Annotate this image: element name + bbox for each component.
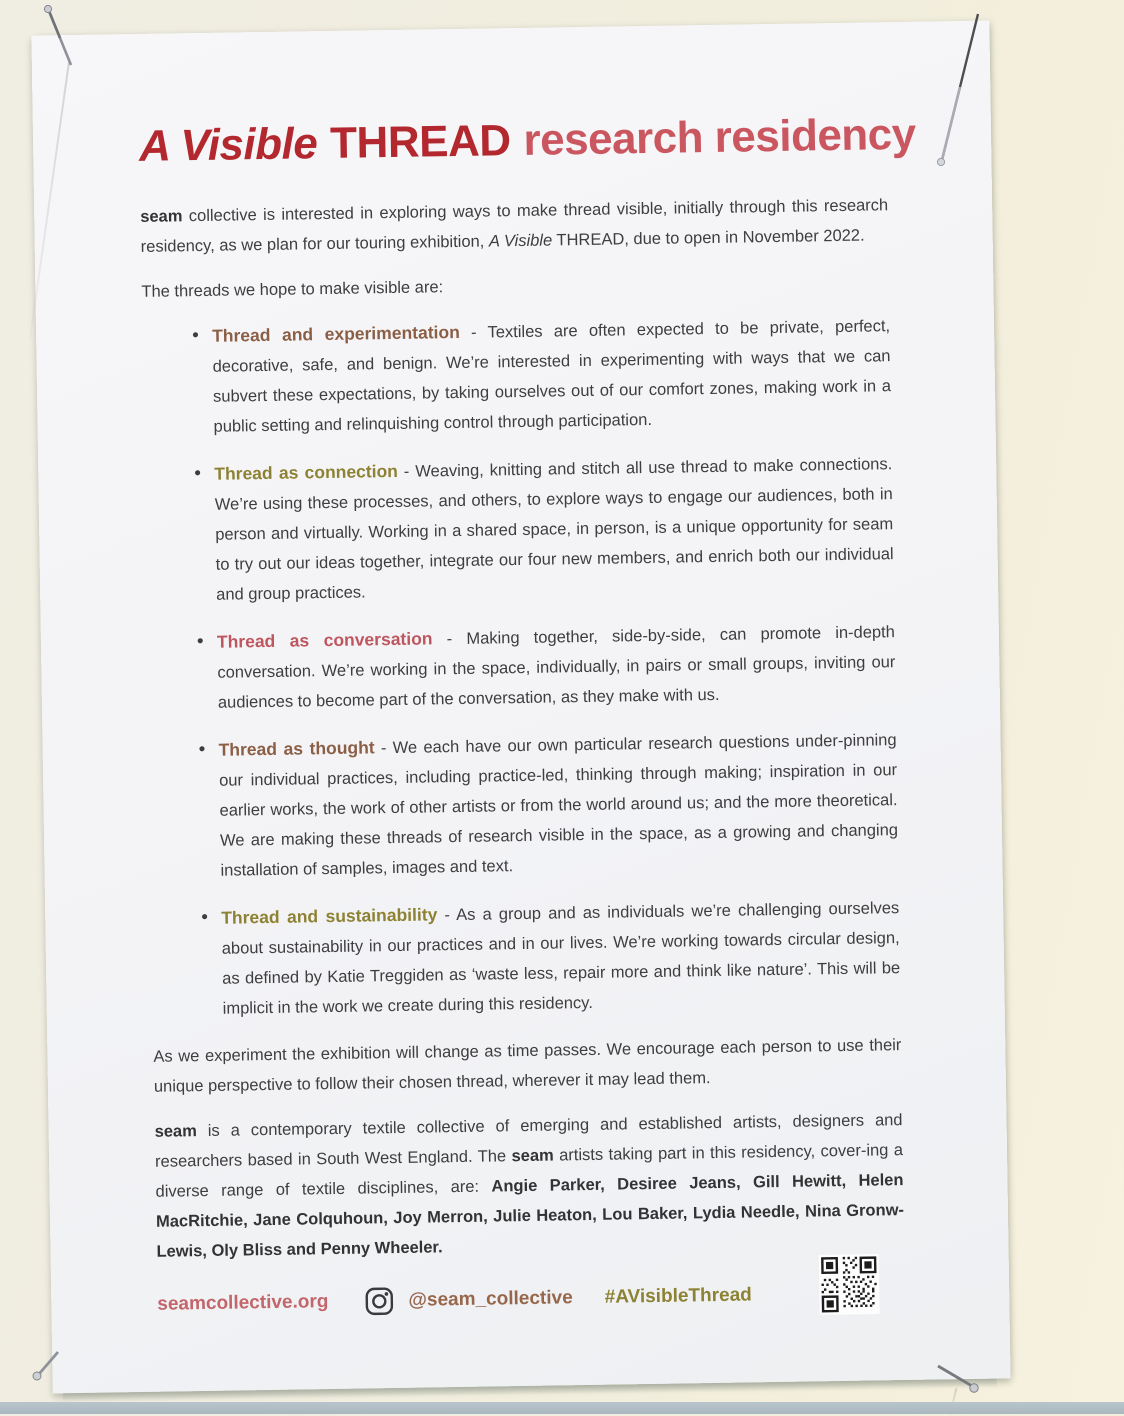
- bullet-body: - Textiles are often expected to be private, perfect, decorative, safe, and benign. We’re interested in experimenting with ways that we can subvert these expectations, by taking ourselves out of our comfort zones, making work in a public setting and relinquishing control through participation.: [212, 317, 892, 436]
- footer-row: [157, 1270, 906, 1327]
- bullet-body: - We each have our own particular research questions under-pinning our individual practices, including practice-led, thinking through making; inspiration in our earlier works, the work of other artists or from the world around us; and the more theoretical. We are making these threads of research visible in the space, as a growing and changing installation of samples, images and text.: [218, 731, 899, 880]
- outro-text-2: artists taking part in this residency, cover-ing a diverse range of textile disciplines, are:: [155, 1141, 904, 1201]
- bullet-heading: Thread as conversation: [216, 628, 433, 652]
- instagram-icon: [364, 1286, 394, 1316]
- intro-bold-seam: seam: [140, 207, 183, 226]
- floor-strip: [0, 1402, 1124, 1414]
- bullet-body: - Making together, side-by-side, can promote in-depth conversation. We’re working in the space, individually, in pairs or small groups, inviting our audiences to become part of the conversation, as they make with us.: [217, 623, 896, 712]
- bullet-heading: Thread and sustainability: [221, 904, 438, 928]
- hashtag: #AVisibleThread: [604, 1283, 752, 1308]
- artist-names: Angie Parker, Desiree Jeans, Gill Hewitt, Helen MacRitchie, Jane Colquhoun, Joy Merron, Julie Heaton, Lou Baker, Lydia Needle, Nina Gronw-Lewis, Oly Bliss and Penny Wheeler.: [155, 1171, 905, 1261]
- list-item: [142, 310, 892, 443]
- list-intro-line: The threads we hope to make visible are:: [141, 278, 444, 301]
- instagram-handle: @seam_collective: [408, 1286, 573, 1311]
- outro-paragraph-1: As we experiment the exhibition will change as time passes. We encourage each person to use their unique perspective to follow their chosen thread, wherever it may lead them.: [153, 1036, 902, 1096]
- intro-text: collective is interested in exploring ways to make thread visible, initially through this research residency, as we plan for our touring exhibition,: [140, 196, 889, 256]
- poster-title: [138, 109, 916, 172]
- poster-paper: [31, 21, 1010, 1394]
- title-caps-part: THREAD: [329, 116, 511, 168]
- outro-bold-seam-2: seam: [511, 1146, 554, 1166]
- bullet-heading: Thread and experimentation: [211, 321, 460, 346]
- list-item: [148, 724, 898, 887]
- intro-text-end: THREAD, due to open in November 2022.: [552, 226, 865, 250]
- qr-code: [819, 1252, 880, 1316]
- outro-text-1: is a contemporary textile collective of emerging and established artists, designers and researchers based in South West England. The: [154, 1111, 903, 1171]
- poster-body: [140, 190, 906, 1327]
- list-item: [144, 448, 894, 611]
- bullet-heading: Thread as thought: [218, 737, 375, 760]
- outro-paragraph-2: [154, 1105, 904, 1267]
- list-item: [147, 616, 896, 719]
- threads-list: [142, 310, 901, 1025]
- website-link: seamcollective.org: [157, 1290, 329, 1315]
- intro-italic-title: A Visible: [488, 231, 553, 251]
- title-light-part: research residency: [523, 109, 916, 165]
- list-item: [151, 892, 901, 1025]
- outro-bold-seam-1: seam: [154, 1122, 197, 1141]
- title-italic-part: A Visible: [138, 119, 318, 171]
- bullet-heading: Thread as connection: [214, 460, 399, 484]
- bullet-body: - As a group and as individuals we’re challenging ourselves about sustainability in our practices and in our lives. We’re working towards circular design, as defined by Katie Treggiden as ‘waste less, repair more and think like nature’. This will be implicit in the work we create during this residency.: [221, 899, 901, 1018]
- bullet-body: - Weaving, knitting and stitch all use thread to make connections. We’re using these processes, and others, to explore ways to engage our audiences, both in person and virtually. Working in a shared space, in person, is a unique opportunity for seam to try out our ideas together, integrate our four new members, and enrich both our individual and group practices.: [214, 455, 894, 604]
- intro-paragraph: [140, 190, 889, 262]
